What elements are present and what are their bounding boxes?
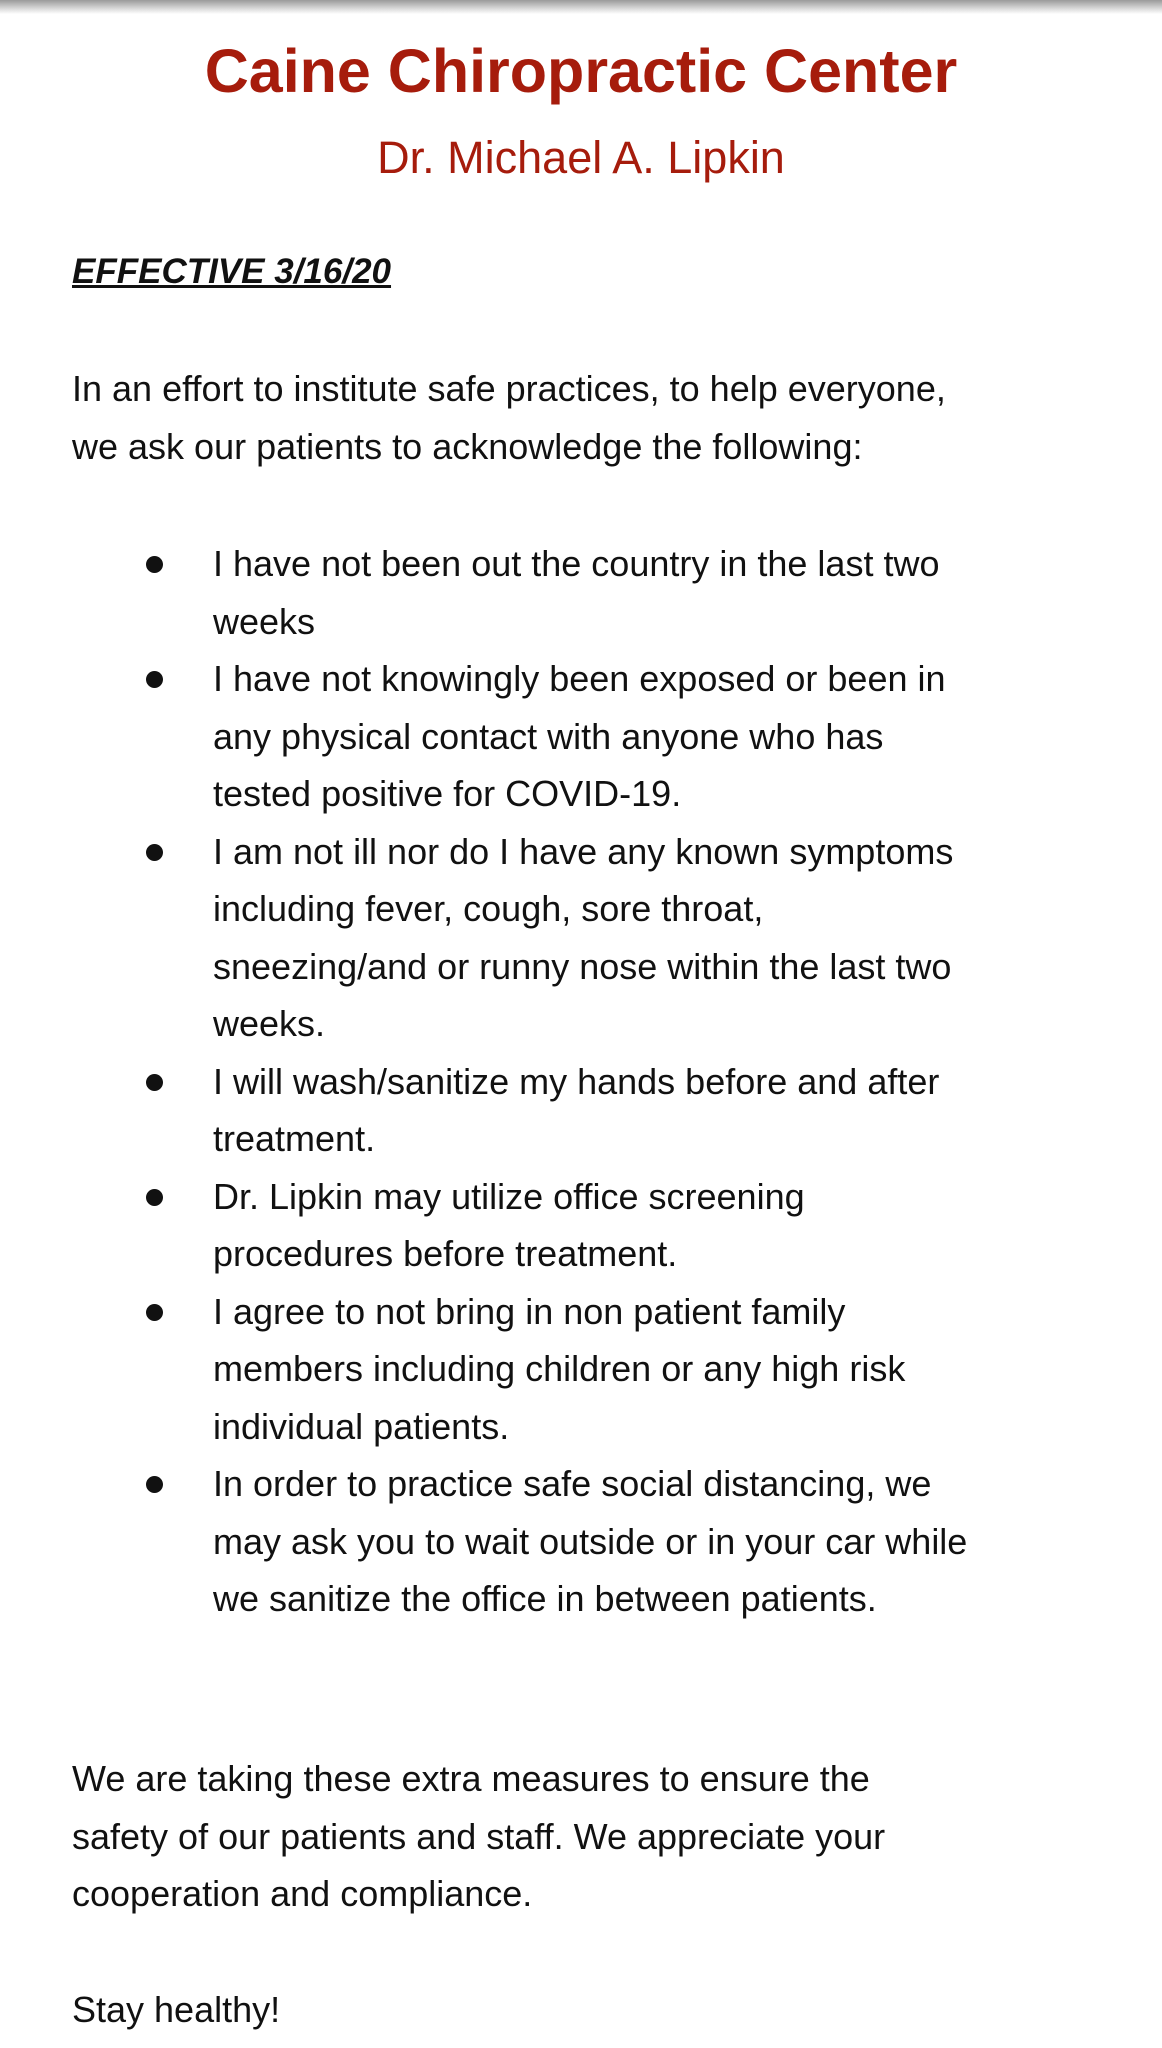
- signoff: Stay healthy!: [72, 1989, 281, 2030]
- list-item: [0, 1168, 967, 1283]
- list-item: [0, 650, 967, 823]
- list-item: [0, 1455, 967, 1628]
- text-line: we sanitize the office in between patients.: [213, 1578, 877, 1619]
- doctor-name: Dr. Michael A. Lipkin: [377, 132, 785, 183]
- text-line: procedures before treatment.: [213, 1233, 678, 1274]
- text-line: I have not been out the country in the last two: [213, 543, 940, 584]
- text-line: weeks: [213, 600, 316, 642]
- text-line: I will wash/sanitize my hands before and after: [213, 1060, 940, 1102]
- text-line: tested positive for COVID-19.: [213, 773, 682, 814]
- bullet-icon: [146, 1189, 163, 1206]
- bullet-icon: [146, 1074, 163, 1091]
- text-line: I am not ill nor do I have any known symptoms: [213, 830, 954, 872]
- closing-paragraph: [72, 1750, 885, 1923]
- text-line: treatment.: [213, 1118, 376, 1159]
- text-line: may ask you to wait outside or in your car while: [213, 1520, 968, 1562]
- bullet-icon: [146, 1476, 163, 1493]
- text-line: sneezing/and or runny nose within the last two: [213, 945, 952, 987]
- text-line: Dr. Lipkin may utilize office screening: [213, 1175, 805, 1217]
- text-line: we ask our patients to acknowledge the following:: [72, 425, 863, 467]
- list-item: [0, 535, 967, 650]
- text-line: cooperation and compliance.: [72, 1873, 533, 1914]
- acknowledgement-list: [0, 535, 967, 1628]
- intro-paragraph: [72, 360, 946, 475]
- text-line: any physical contact with anyone who has: [213, 715, 884, 757]
- bullet-icon: [146, 556, 163, 573]
- bullet-icon: [146, 1304, 163, 1321]
- clinic-title: Caine Chiropractic Center: [204, 37, 958, 105]
- text-line: including fever, cough, sore throat,: [213, 888, 764, 929]
- text-line: I agree to not bring in non patient family: [213, 1290, 846, 1332]
- list-item: [0, 823, 967, 1053]
- bullet-icon: [146, 844, 163, 861]
- top-shadow: [0, 0, 1162, 14]
- text-line: individual patients.: [213, 1405, 510, 1447]
- text-line: I have not knowingly been exposed or been in: [213, 658, 946, 699]
- list-item: [0, 1283, 967, 1456]
- effective-date: EFFECTIVE 3/16/20: [72, 252, 392, 291]
- bullet-icon: [146, 671, 163, 688]
- text-line: safety of our patients and staff. We appreciate your: [72, 1815, 886, 1857]
- text-line: We are taking these extra measures to ensure the: [72, 1758, 870, 1799]
- text-line: In order to practice safe social distancing, we: [213, 1463, 932, 1504]
- list-item: [0, 1053, 967, 1168]
- text-line: In an effort to institute safe practices, to help everyone,: [72, 368, 946, 409]
- text-line: members including children or any high risk: [213, 1348, 906, 1389]
- text-line: weeks.: [213, 1003, 326, 1044]
